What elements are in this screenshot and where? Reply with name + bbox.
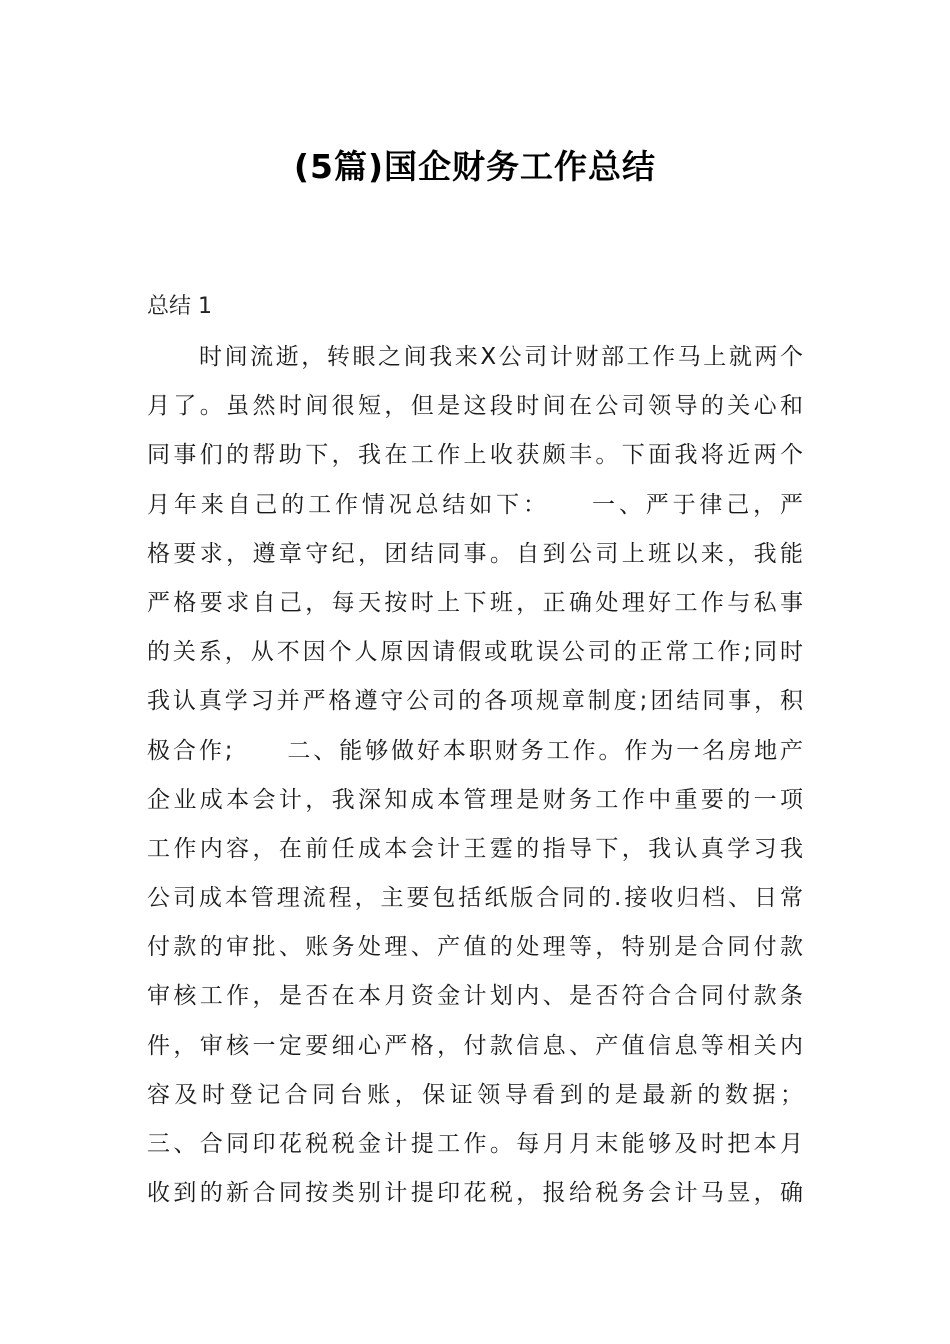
body-line: 时间流逝，转眼之间我来X公司计财部工作马上就两个 xyxy=(199,344,803,370)
body-line: 件，审核一定要细心严格，付款信息、产值信息等相关内 xyxy=(147,1032,803,1059)
body-line: 审核工作，是否在本月资金计划内、是否符合合同付款条 xyxy=(147,983,803,1010)
body-line: 月了。虽然时间很短，但是这段时间在公司领导的关心和 xyxy=(147,393,803,420)
body-line: 的关系，从不因个人原因请假或耽误公司的正常工作;同时 xyxy=(147,639,803,666)
body-line: 工作内容，在前任成本会计王霆的指导下，我认真学习我 xyxy=(147,835,803,862)
body-line: 付款的审批、账务处理、产值的处理等，特别是合同付款 xyxy=(147,934,803,961)
section-heading: 总结 1 xyxy=(147,294,212,319)
body-line: 极合作; 二、能够做好本职财务工作。作为一名房地产 xyxy=(147,737,803,764)
body-line: 严格要求自己，每天按时上下班，正确处理好工作与私事 xyxy=(147,589,803,616)
body-line: 企业成本会计，我深知成本管理是财务工作中重要的一项 xyxy=(147,786,803,813)
body-line: 公司成本管理流程，主要包括纸版合同的.接收归档、日常 xyxy=(147,885,803,912)
body-line: 容及时登记合同台账，保证领导看到的是最新的数据； xyxy=(147,1081,803,1108)
body-line: 同事们的帮助下，我在工作上收获颇丰。下面我将近两个 xyxy=(147,442,803,469)
body-line: 收到的新合同按类别计提印花税，报给税务会计马昱，确 xyxy=(147,1180,803,1207)
document-body xyxy=(147,338,803,1223)
body-line: 三、合同印花税税金计提工作。每月月末能够及时把本月 xyxy=(147,1131,803,1157)
document-title: (5篇)国企财务工作总结 xyxy=(293,147,657,186)
body-line: 格要求，遵章守纪，团结同事。自到公司上班以来，我能 xyxy=(147,540,803,567)
body-line: 月年来自己的工作情况总结如下： 一、严于律己，严 xyxy=(147,491,803,518)
body-line: 我认真学习并严格遵守公司的各项规章制度;团结同事，积 xyxy=(147,688,803,715)
